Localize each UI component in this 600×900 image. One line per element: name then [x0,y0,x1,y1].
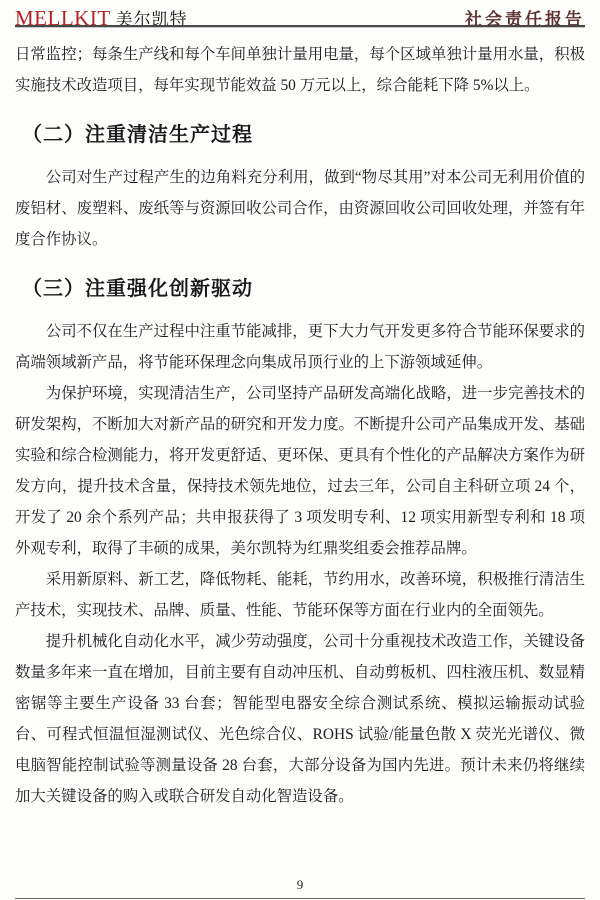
document-body [15,39,585,812]
footer-rule [15,898,585,899]
section-2-heading: （二）注重清洁生产过程 [22,124,253,146]
section-3-paragraph-2: 为保护环境，实现清洁生产，公司坚持产品研发高端化战略，进一步完善技术的研发架构，不断加大对新产品的研究和开发力度。不断提升公司产品集成开发、基础实验和综合检测能力，将开发更舒适、更环保、更具有个性化的产品解决方案作为研发方向，提升技术含量，保持技术领先地位，过去三年，公司自主科研立项 24 个，开发了 20 余个系列产品；共申报获得了 3 项发明专利、12 项实用新型专利和 18 项外观专利，取得了丰硕的成果，美尔凯特为红鼎奖组委会推荐品牌。 [15,385,585,557]
section-2-paragraph: 公司对生产过程产生的边角料充分利用，做到“物尽其用”对本公司无利用价值的废铝材、废塑料、废纸等与资源回收公司合作，由资源回收公司回收处理，并签有年度合作协议。 [15,169,585,248]
intro-paragraph: 日常监控；每条生产线和每个车间单独计量用电量，每个区域单独计量用水量，积极实施技术改造项目，每年实现节能效益 50 万元以上，综合能耗下降 5%以上。 [15,46,585,94]
header-rule [15,25,585,27]
section-3-paragraph-1: 公司不仅在生产过程中注重节能减排，更下大力气开发更多符合节能环保要求的高端领域新产品，将节能环保理念向集成吊顶行业的上下游领域延伸。 [15,323,585,371]
brand-latin-text: MELLKIT [15,6,111,30]
report-title: 社会责任报告 [465,10,585,29]
section-3-paragraph-4: 提升机械化自动化水平，减少劳动强度，公司十分重视技术改造工作，关键设备数量多年来一直在增加，目前主要有自动冲压机、自动剪板机、四柱液压机、数显精密锯等主要生产设备 33 台套；智能型电器安全综合测试系统、模拟运输振动试验台、可程式恒温恒湿测试仪、光色综合仪、ROHS 试验/能量色散 X 荧光光谱仪、微电脑智能控制试验等测量设备 28 台套，大部分设备为国内先进。预计未来仍将继续加大关键设备的购入或联合研发自动化智造设备。 [15,633,585,805]
section-3-paragraph-3: 采用新原料、新工艺，降低物耗、能耗，节约用水，改善环境，积极推行清洁生产技术，实现技术、品牌、质量、性能、节能环保等方面在行业内的全面领先。 [15,571,585,619]
page-header [15,5,585,31]
brand-logo [15,5,188,31]
section-3-heading: （三）注重强化创新驱动 [22,278,253,300]
brand-cn-text: 美尔凯特 [115,10,188,29]
page-number: 9 [296,877,304,892]
